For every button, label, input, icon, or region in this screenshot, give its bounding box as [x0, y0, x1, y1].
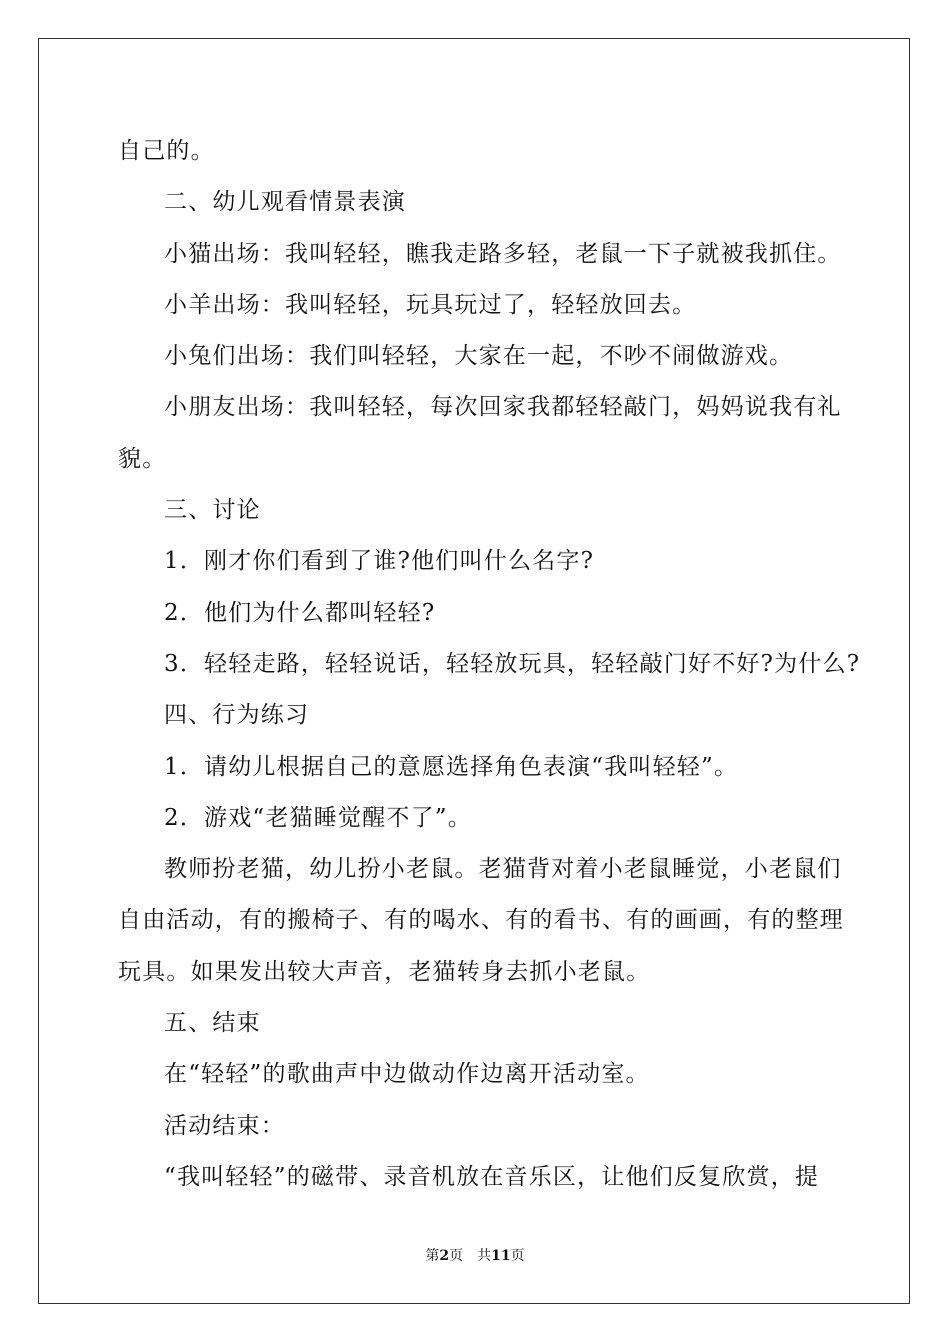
section-heading-2: 二、幼儿观看情景表演 — [164, 189, 406, 216]
page-suffix: 页 — [449, 1248, 464, 1264]
paragraph-line: 自己的。 — [118, 138, 215, 164]
page-footer — [0, 1246, 950, 1266]
paragraph-line: 小朋友出场：我叫轻轻，每次回家我都轻轻敲门，妈妈说我有礼 — [164, 394, 842, 421]
page-prefix: 第 — [425, 1248, 440, 1264]
list-item: 2．游戏“老猫睡觉醒不了”。 — [164, 804, 472, 831]
section-heading-3: 三、讨论 — [164, 497, 261, 524]
paragraph-line: 小羊出场：我叫轻轻，玩具玩过了，轻轻放回去。 — [164, 291, 697, 318]
list-item: 1．请幼儿根据自己的意愿选择角色表演“我叫轻轻”。 — [164, 753, 739, 780]
document-body — [118, 126, 861, 1203]
paragraph-line: 小兔们出场：我们叫轻轻，大家在一起，不吵不闹做游戏。 — [164, 343, 794, 370]
list-item: 1．刚才你们看到了谁?他们叫什么名字? — [164, 548, 595, 575]
list-item: 2．他们为什么都叫轻轻? — [164, 599, 436, 626]
paragraph-line: “我叫轻轻”的磁带、录音机放在音乐区，让他们反复欣赏，提 — [164, 1163, 820, 1190]
paragraph-line: 玩具。如果发出较大声音，老猫转身去抓小老鼠。 — [118, 958, 651, 985]
total-suffix: 页 — [510, 1248, 525, 1264]
total-pages: 11 — [491, 1248, 511, 1264]
paragraph-line: 教师扮老猫，幼儿扮小老鼠。老猫背对着小老鼠睡觉，小老鼠们 — [164, 856, 842, 883]
section-heading-4: 四、行为练习 — [164, 702, 310, 729]
paragraph-line: 在“轻轻”的歌曲声中边做动作边离开活动室。 — [164, 1061, 650, 1088]
paragraph-line: 貌。 — [118, 445, 167, 472]
total-prefix: 共 — [477, 1248, 492, 1264]
list-item: 3．轻轻走路，轻轻说话，轻轻放玩具，轻轻敲门好不好?为什么? — [164, 650, 861, 677]
paragraph-line: 小猫出场：我叫轻轻，瞧我走路多轻，老鼠一下子就被我抓住。 — [164, 240, 842, 267]
paragraph-line: 活动结束： — [164, 1112, 285, 1139]
section-heading-5: 五、结束 — [164, 1010, 261, 1037]
paragraph-line: 自由活动，有的搬椅子、有的喝水、有的看书、有的画画，有的整理 — [118, 907, 844, 934]
page-number: 2 — [439, 1248, 450, 1264]
